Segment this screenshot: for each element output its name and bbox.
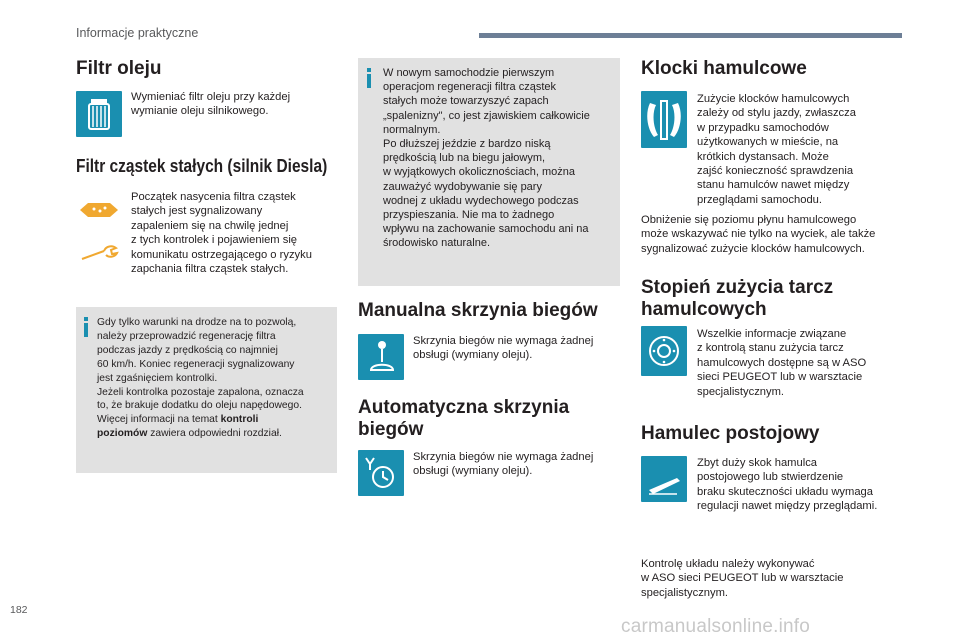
heading-brake-disc-wear: Stopień zużycia tarcz hamulcowych: [641, 277, 834, 320]
brake-disc-wear-text: Wszelkie informacje związane z kontrolą stanu zużycia tarcz hamulcowych dostępne są w ASO sieci PEUGEOT lub w warsztacie specjalistycznym.: [697, 328, 867, 398]
section-title: Informacje praktyczne: [76, 26, 199, 40]
parking-brake-icon: [641, 456, 687, 502]
info-icon: [367, 74, 371, 88]
info-text-main: Gdy tylko warunki na drodze na to pozwolą, należy przeprowadzić regenerację filtra podczas jazdy z prędkością co najmniej 60 km/h. Koniec regeneracji sygnalizowany jest zgaśnięciem kontrolki. Jeżeli kontrolka pozostaje zapalona, oznacza to, że brakuje dodatku do oleju napędowego. Więcej informacji na temat: [97, 317, 304, 426]
watermark: carmanualsonline.info: [621, 616, 811, 637]
heading-parking-brake: Hamulec postojowy: [641, 423, 820, 444]
brake-pads-icon: [641, 91, 687, 148]
heading-automatic-gearbox: Automatyczna skrzynia biegów: [358, 397, 570, 440]
service-wrench-icon: [76, 243, 122, 263]
info-text-bold: kontroli poziomów: [97, 414, 259, 440]
automatic-gearbox-text: Skrzynia biegów nie wymaga żadnej obsługi (wymiany oleju).: [413, 451, 594, 478]
info-text-tail: zawiera odpowiedni rozdział.: [147, 428, 282, 440]
parking-brake-text: Zbyt duży skok hamulca postojowego lub stwierdzenie braku skuteczności układu wymaga regulacji nawet między przeglądami.: [697, 457, 878, 513]
manual-gearbox-icon: [358, 334, 404, 380]
header-bar: [479, 33, 902, 38]
heading-brake-pads: Klocki hamulcowe: [641, 58, 807, 79]
brake-fluid-text: Obniżenie się poziomu płynu hamulcowego może wskazywać nie tylko na wyciek, ale także sygnalizować zużycie klocków hamulcowych.: [641, 214, 876, 255]
parking-brake-service-text: Kontrolę układu należy wykonywać w ASO sieci PEUGEOT lub w warsztacie specjalistycznym.: [641, 558, 844, 599]
manual-gearbox-text: Skrzynia biegów nie wymaga żadnej obsługi (wymiany oleju).: [413, 335, 594, 362]
info-text-new-car: W nowym samochodzie pierwszym operacjom regeneracji filtra cząstek stałych może towarzyszyć zapach „spalenizny", co jest zjawiskiem całkowicie normalnym. Po dłuższej jeździe z bardzo niską prędkością lub na biegu jałowym, w wyjątkowych okolicznościach, można zauważyć wydobywanie się pary wodnej z układu wydechowego podczas przyspieszania. Nie ma to żadnego wpływu na zachowanie samochodu ani na środowisko naturalne.: [383, 67, 590, 250]
info-text-regeneration: [97, 316, 335, 441]
oil-filter-icon: [76, 91, 122, 137]
particle-filter-warning-icon: [76, 198, 122, 222]
particle-filter-text: Początek nasycenia filtra cząstek stałych jest sygnalizowany zapaleniem się na chwilę jednej z tych kontrolek i pojawieniem się komunikatu ostrzegającego o ryzyku zapchania filtra cząstek stałych.: [131, 191, 312, 276]
brake-pads-text: Zużycie klocków hamulcowych zależy od stylu jazdy, zwłaszcza w przypadku samochodów użytkowanych w mieście, na krótkich dystansach. Może zajść konieczność sprawdzenia stanu hamulców nawet między przeglądami samochodu.: [697, 93, 856, 206]
automatic-gearbox-icon: [358, 450, 404, 496]
heading-oil-filter: Filtr oleju: [76, 58, 162, 79]
info-icon: [84, 323, 88, 337]
info-box-regeneration: [76, 307, 337, 473]
page-number: 182: [10, 604, 28, 616]
heading-manual-gearbox: Manualna skrzynia biegów: [358, 300, 598, 321]
brake-disc-icon: [641, 326, 687, 376]
heading-particle-filter: Filtr cząstek stałych (silnik Diesla): [76, 156, 328, 176]
oil-filter-text: Wymieniać filtr oleju przy każdej wymianie oleju silnikowego.: [131, 91, 291, 118]
info-box-new-car: [358, 58, 620, 286]
